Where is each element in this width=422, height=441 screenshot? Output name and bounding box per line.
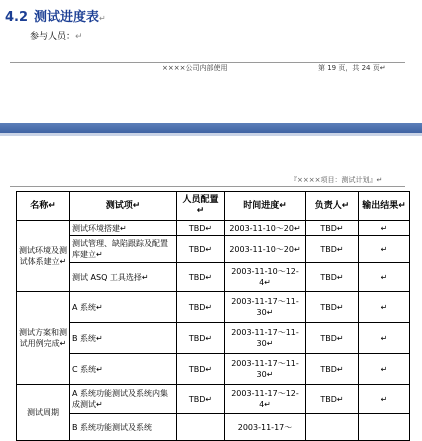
table-row	[17, 236, 410, 263]
schedule-cell: 2003-11-10～20↵	[225, 236, 306, 263]
owner-cell: TBD↵	[306, 263, 359, 292]
schedule-cell: 2003-11-17～11-30↵	[225, 323, 306, 354]
table-row	[17, 221, 410, 236]
group-cell: 测试周期	[17, 385, 70, 441]
table-row	[17, 354, 410, 385]
staff-cell: TBD↵	[177, 236, 225, 263]
item-cell: B 系统功能测试及系统	[70, 414, 177, 441]
group-cell: 测试方案和测试用例完成↵	[17, 292, 70, 385]
page-break-shadow	[0, 133, 422, 136]
page-break-band	[0, 123, 422, 133]
col-header-owner: 负责人↵	[306, 192, 359, 221]
paragraph-mark: ↵	[75, 32, 83, 42]
output-cell: ↵	[359, 263, 410, 292]
table-row	[17, 263, 410, 292]
staff-cell: TBD↵	[177, 221, 225, 236]
item-cell: A 系统↵	[70, 292, 177, 323]
paragraph-mark: ↵	[99, 14, 106, 23]
staff-cell: TBD↵	[177, 385, 225, 414]
participants-line	[30, 29, 83, 42]
table-row	[17, 414, 410, 441]
schedule-cell: 2003-11-17～11-30↵	[225, 292, 306, 323]
staff-cell	[177, 414, 225, 441]
table-row	[17, 323, 410, 354]
schedule-cell: 2003-11-17～11-30↵	[225, 354, 306, 385]
staff-cell: TBD↵	[177, 323, 225, 354]
staff-cell: TBD↵	[177, 354, 225, 385]
output-cell: ↵	[359, 385, 410, 414]
section-heading	[5, 6, 106, 25]
header-divider	[10, 186, 405, 187]
schedule-cell: 2003-11-17～12-4↵	[225, 385, 306, 414]
col-header-output: 输出结果↵	[359, 192, 410, 221]
item-cell: A 系统功能测试及系统内集成测试↵	[70, 385, 177, 414]
item-cell: 测试 ASQ 工具选择↵	[70, 263, 177, 292]
owner-cell: TBD↵	[306, 236, 359, 263]
owner-cell	[306, 414, 359, 441]
schedule-cell: 2003-11-10～20↵	[225, 221, 306, 236]
owner-cell: TBD↵	[306, 323, 359, 354]
col-header-schedule: 时间进度↵	[225, 192, 306, 221]
footer-company: ××××公司内部使用	[162, 64, 228, 72]
section-number: 4.2	[5, 10, 29, 25]
staff-cell: TBD↵	[177, 292, 225, 323]
page-header-project: 『××××项目：测试计划』↵	[290, 176, 383, 184]
item-cell: 测试管理、缺陷跟踪及配置库建立↵	[70, 236, 177, 263]
staff-cell: TBD↵	[177, 263, 225, 292]
schedule-cell: 2003-11-10～12-4↵	[225, 263, 306, 292]
schedule-table	[16, 191, 410, 441]
item-cell: B 系统↵	[70, 323, 177, 354]
table-header-row	[17, 192, 410, 221]
output-cell: ↵	[359, 292, 410, 323]
output-cell: ↵	[359, 221, 410, 236]
item-cell: C 系统↵	[70, 354, 177, 385]
item-cell: 测试环境搭建↵	[70, 221, 177, 236]
owner-cell: TBD↵	[306, 354, 359, 385]
owner-cell: TBD↵	[306, 385, 359, 414]
footer-page-number: 第 19 页，共 24 页↵	[318, 64, 386, 72]
col-header-staff: 人员配置↵	[177, 192, 225, 221]
participants-label: 参与人员：	[30, 32, 76, 42]
output-cell: ↵	[359, 236, 410, 263]
table-row	[17, 292, 410, 323]
output-cell: ↵	[359, 323, 410, 354]
group-cell: 测试环境及测试体系建立↵	[17, 221, 70, 292]
col-header-name: 名称↵	[17, 192, 70, 221]
output-cell: ↵	[359, 354, 410, 385]
section-title: 测试进度表	[34, 10, 100, 25]
output-cell	[359, 414, 410, 441]
table-row	[17, 385, 410, 414]
owner-cell: TBD↵	[306, 221, 359, 236]
schedule-cell: 2003-11-17～	[225, 414, 306, 441]
owner-cell: TBD↵	[306, 292, 359, 323]
col-header-item: 测试项↵	[70, 192, 177, 221]
